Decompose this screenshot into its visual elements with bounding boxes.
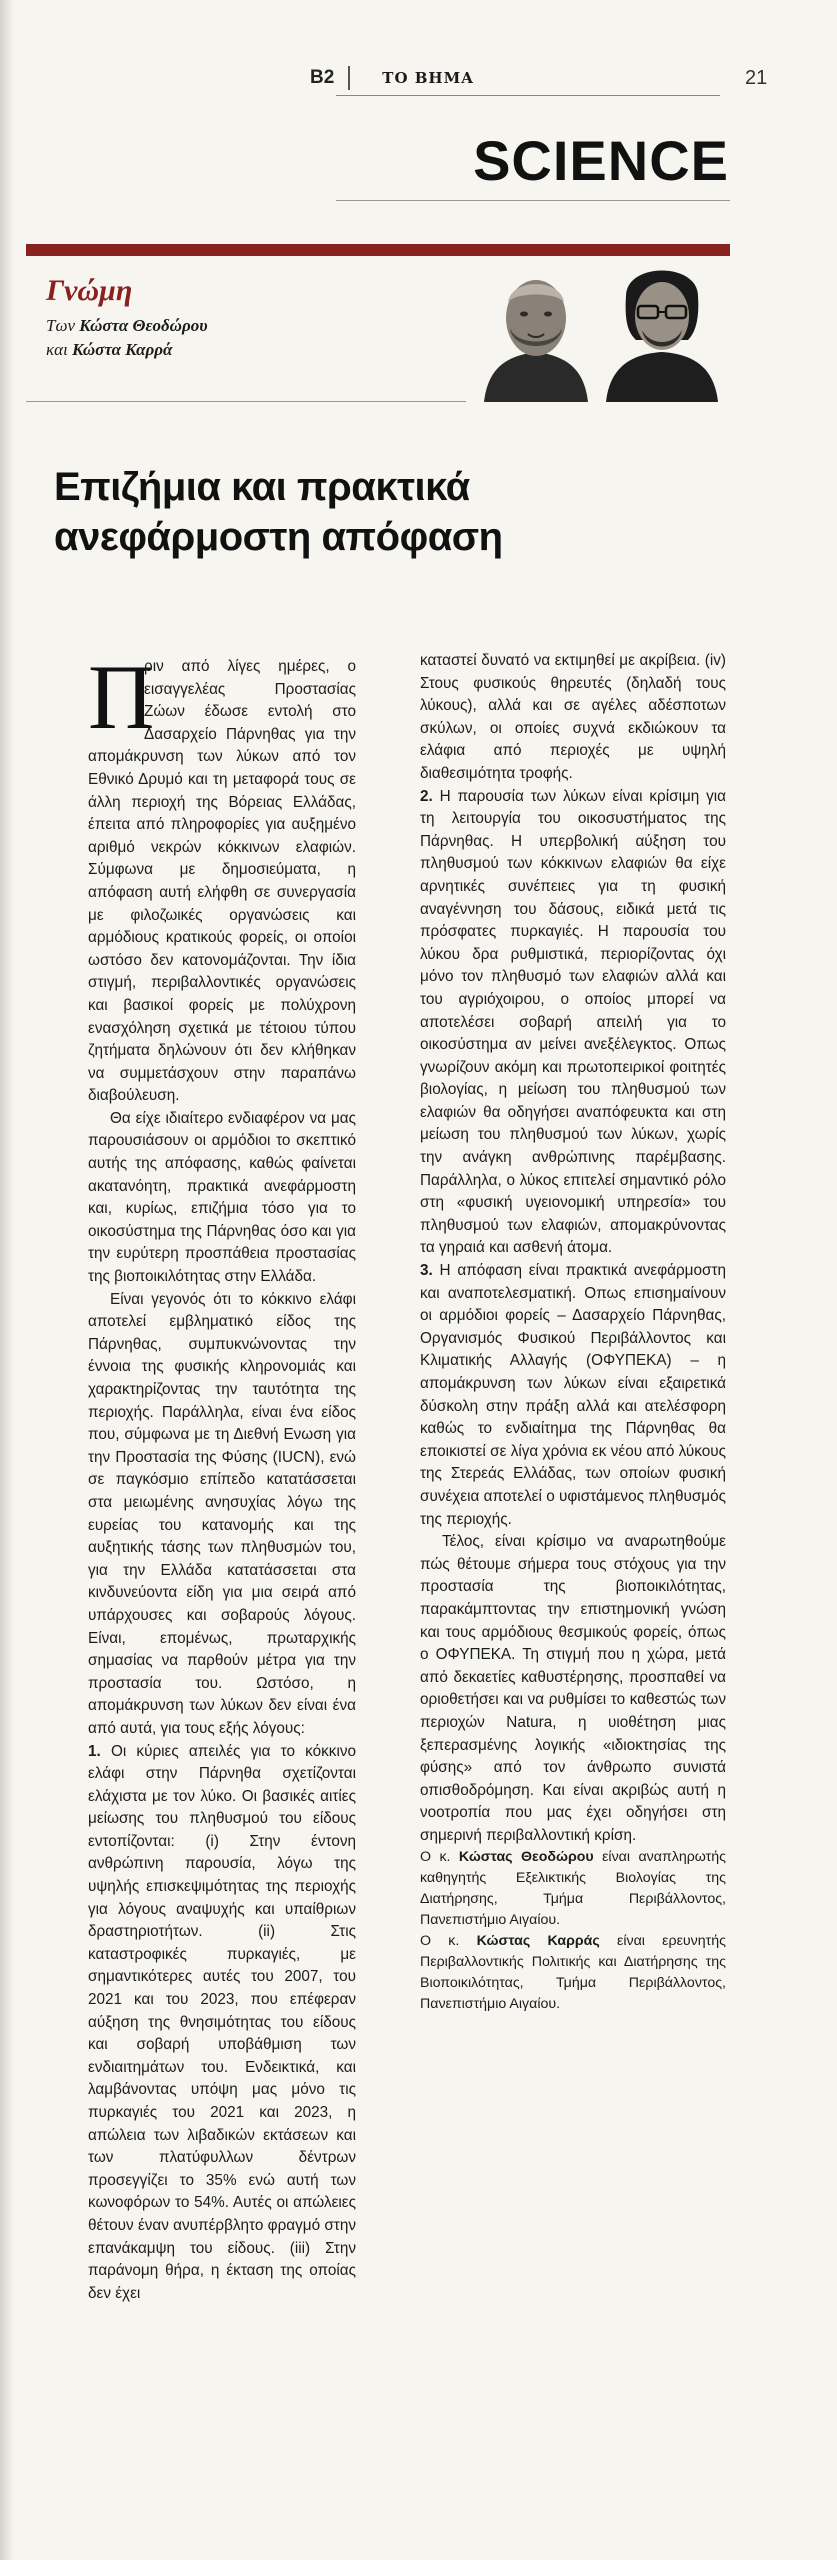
author-1: Κώστα Θεοδώρου bbox=[79, 316, 208, 335]
opinion-header bbox=[26, 256, 730, 402]
article-column-left bbox=[88, 646, 356, 2305]
paragraph-continued: καταστεί δυνατό να εκτιμηθεί με ακρίβεια. (iv) Στους φυσικούς θηρευτές (δηλαδή τους λύκους), αλλά και σε αγέλες αδέσποτων σκύλων, οι οποίες συχνά εκδιώκουν τα ελάφια από περιοχές με υψηλή διαθεσιμότητα τροφής. bbox=[420, 652, 726, 782]
portrait-photos bbox=[466, 256, 730, 402]
list-item-1-text: Οι κύριες απειλές για το κόκκινο ελάφι στην Πάρνηθα σχετίζονται ελάχιστα με τον λύκο. Οι βασικές αιτίες μείωσης του πληθυσμού του είδους εντοπίζονται: (i) Στην έντονη ανθρώπινη παρουσία, λόγω της υψηλής επισκεψιμότητας της περιοχής για λόγους αναψυχής και υπαίθριων δραστηριοτήτων. (ii) Στις καταστροφικές πυρκαγιές, με σημαντικότερες αυτές του 2007, του 2021 και του 2023, που επέφεραν αύξηση της θνησιμότητας του είδους και σοβαρή υποβάθμιση των ενδιαιτημάτων του. Ενδεικτικά, και λαμβάνοντας υπόψη μας μόνο τις πυρκαγιές του 2021 και 2023, η απώλεια των λιβαδικών εκτάσεων και των πλατύφυλλων δέντρων προσεγγίζει το 35% ενώ αυτή των κωνοφόρων το 54%. Αυτές οι απώλειες θέτουν έναν ανυπέρβλητο φραγμό στην επανάκαμψη του είδους. (iii) Στην παράνομη θήρα, η έκταση της οποίας δεν έχει bbox=[88, 1742, 356, 2302]
page-number: 21 bbox=[745, 66, 768, 89]
headline-line-1: Επιζήμια και πρακτικά bbox=[54, 465, 470, 509]
newspaper-name: ΤΟ ΒΗΜΑ bbox=[382, 69, 474, 87]
header-rule bbox=[336, 95, 720, 96]
paragraph-final: Τέλος, είναι κρίσιμο να αναρωτηθούμε πώς θέτουμε σήμερα τους στόχους για την προστασία της βιοποικιλότητας, παρακάμπτοντας την επιστημονική γνώση και τους αρμόδιους θεσμικούς φορείς, όπως ο ΟΦΥΠΕΚΑ. Τη στιγμή που η χώρα, μετά από δεκαετίες καθυστέρησης, προσπαθεί να οριοθετήσει και να ρυθμίσει το καθεστώς των περιοχών Natura, η υιοθέτηση μιας ξεπερασμένης λογικής «ιδιοκτησίας της φύσης» από τον άνθρωπο συνιστά οπισθοδρόμηση. Και είναι ακριβώς αυτή η νοοτροπία που μας έχει οδηγήσει στη σημερινή περιβαλλοντική κρίση. bbox=[420, 1533, 726, 1844]
headline-line-2: ανεφάρμοστη απόφαση bbox=[54, 515, 503, 559]
bio-1-text: είναι αναπληρωτής καθηγητής Εξελικτικής Βιολογίας της Διατήρησης, Τμήμα Περιβάλλοντος, Πανεπιστήμιο Αιγαίου. bbox=[420, 1849, 726, 1929]
paragraph-1 bbox=[88, 646, 356, 1108]
list-number-1: 1. bbox=[88, 1742, 101, 1760]
list-item-2-text: Η παρουσία των λύκων είναι κρίσιμη για τη λειτουργία του οικοσυστήματος της Πάρνηθας. Η υπερβολική αύξηση του πληθυσμού των κόκκινων ελαφιών θα είχε αρνητικές συνέπειες για τη φυσική αναγέννηση του δάσους, ειδικά μετά τις πρόσφατες πυρκαγιές. Η παρουσία του λύκου δρα ρυθμιστικά, περιορίζοντας όχι μόνο τον πληθυσμό των ελαφιών αλλά και του αγριόχοιρου, ο οποίος μπορεί να αποτελέσει σοβαρή απειλή για το οικοσύστημα αν μείνει ανεξέλεγκτος. Οπως γνωρίζουν ακόμη και πρωτοπειρικοί φοιτητές βιολογίας, η μείωση του πληθυσμού των ελαφιών θα οδηγήσει αναπόφευκτα και στη μείωση του πληθυσμού των λύκων, χωρίς την ανάγκη ανθρώπινης παρέμβασης. Παράλληλα, ο λύκος επιτελεί σημαντικό ρόλο στη «φυσική υγειονομική υπηρεσία» του πληθυσμού των ελαφιών, απομακρύνοντας τα γηραιά και ασθενή άτομα. bbox=[420, 787, 727, 1257]
running-header bbox=[310, 62, 780, 94]
page-code: B2 bbox=[310, 67, 335, 88]
opinion-accent-bar bbox=[26, 244, 730, 256]
byline-prefix: Των bbox=[46, 316, 76, 335]
author-2: Κώστα Καρρά bbox=[72, 340, 173, 359]
article-headline bbox=[54, 462, 714, 562]
page-fold-shadow bbox=[0, 0, 14, 2560]
bio-2-name: Κώστας Καρράς bbox=[476, 1933, 600, 1950]
bio-2-text: είναι ερευνητής Περιβαλλοντικής Πολιτικής και Διατήρησης της Βιοποικιλότητας, Τμήμα Περιβάλλοντος, Πανεπιστήμιο Αιγαίου. bbox=[420, 1933, 726, 2013]
author-portraits bbox=[466, 256, 730, 402]
section-rule bbox=[336, 200, 730, 201]
paragraph-1-text: ριν από λίγες ημέρες, ο εισαγγελέας Προστασίας Ζώων έδωσε εντολή στο Δασαρχείο Πάρνηθας για την απομάκρυνση των λύκων από τον Εθνικό Δρυμό και τη μεταφορά τους σε άλλη περιοχή της Βόρειας Ελλάδας, έπειτα από πληροφορίες για αυξημένο αριθμό νεκρών κόκκινων ελαφιών. Σύμφωνα με δημοσιεύματα, η απόφαση αυτή ελήφθη σε συνεργασία με φιλοζωικές οργανώσεις και αρμόδιους κρατικούς φορείς, οι οποίοι ωστόσο δεν κατονομάζονται. Την ίδια στιγμή, περιβαλλοντικές οργανώσεις και βασικοί φορείς με πολύχρονη ενασχόληση σχετικά με τέτοιου τύπου ζητήματα δηλώνουν ότι δεν κλήθηκαν να συμμετάσχουν στην παραπάνω διαβούλευση. bbox=[88, 658, 356, 1105]
list-item-3-text: Η απόφαση είναι πρακτικά ανεφάρμοστη και αναποτελεσματική. Οπως επισημαίνουν οι αρμόδιοι φορείς – Δασαρχείο Πάρνηθας, Οργανισμός Φυσικού Περιβάλλοντος και Κλιματικής Αλλαγής (ΟΦΥΠΕΚΑ) – η απομάκρυνση των λύκων είναι εξαιρετικά δύσκολη στην πράξη αλλά και ατελέσφορη καθώς το ενδιαίτημα της Πάρνηθας θα εποικιστεί σε λίγα χρόνια εκ νέου από λύκους της Στερεάς Ελλάδας, των οποίων φυσική συνέχεια αποτελεί ο υφιστάμενος πληθυσμός της περιοχής. bbox=[420, 1262, 726, 1528]
byline-line-2 bbox=[46, 340, 172, 360]
list-item-3 bbox=[420, 1260, 726, 1531]
paragraph-2: Θα είχε ιδιαίτερο ενδιαφέρον να μας παρουσιάσουν οι αρμόδιοι το σκεπτικό αυτής της απόφασης, καθώς φαίνεται ακατανόητη, πρακτικά ανεφάρμοστη και, κυρίως, επιζήμια τόσο για το οικοσύστημα της Πάρνηθας όσο και για την ευρύτερη προσπάθεια προστασίας της βιοποικιλότητας στην Ελλάδα. bbox=[88, 1109, 356, 1286]
author-bio-2 bbox=[420, 1931, 726, 2015]
bio-1-prefix: Ο κ. bbox=[420, 1849, 451, 1866]
author-bio-1 bbox=[420, 1847, 726, 1931]
byline-conjunction: και bbox=[46, 340, 68, 359]
dropcap: Π bbox=[88, 646, 155, 748]
paragraph-3: Είναι γεγονός ότι το κόκκινο ελάφι αποτελεί εμβληματικό είδος της Πάρνηθας, συμπυκνώνοντας την έννοια της φυσικής κληρονομιάς και χαρακτηρίζοντας την ταυτότητα της περιοχής. Παράλληλα, είναι ένα είδος που, σύμφωνα με τη Διεθνή Ενωση για την Προστασία της Φύσης (IUCN), ενώ σε παγκόσμιο επίπεδο κατατάσσεται στα μειωμένης ανησυχίας λόγω της ευρείας του κατανομής και της αυξητικής τάσης των πληθυσμών του, για την Ελλάδα κατατάσσεται στα κινδυνεύοντα είδη για μια σειρά από υπάρχουσες και σοβαρούς λόγους. Είναι, επομένως, πρωταρχικής σημασίας να παρθούν μέτρα για την προστασία του. Ωστόσο, η απομάκρυνση των λύκων δεν είναι ένα από αυτά, για τους εξής λόγους: bbox=[88, 1290, 356, 1737]
list-number-2: 2. bbox=[420, 787, 433, 805]
bio-1-name: Κώστας Θεοδώρου bbox=[458, 1849, 594, 1866]
opinion-label: Γνώμη bbox=[46, 274, 133, 307]
bio-2-prefix: Ο κ. bbox=[420, 1933, 460, 1950]
header-divider bbox=[348, 66, 350, 90]
byline-line-1 bbox=[46, 316, 208, 336]
section-title: SCIENCE bbox=[473, 129, 729, 192]
list-item-2 bbox=[420, 786, 726, 1260]
list-item-1 bbox=[88, 1741, 356, 2306]
list-number-3: 3. bbox=[420, 1262, 433, 1280]
article-column-right bbox=[420, 650, 726, 2015]
